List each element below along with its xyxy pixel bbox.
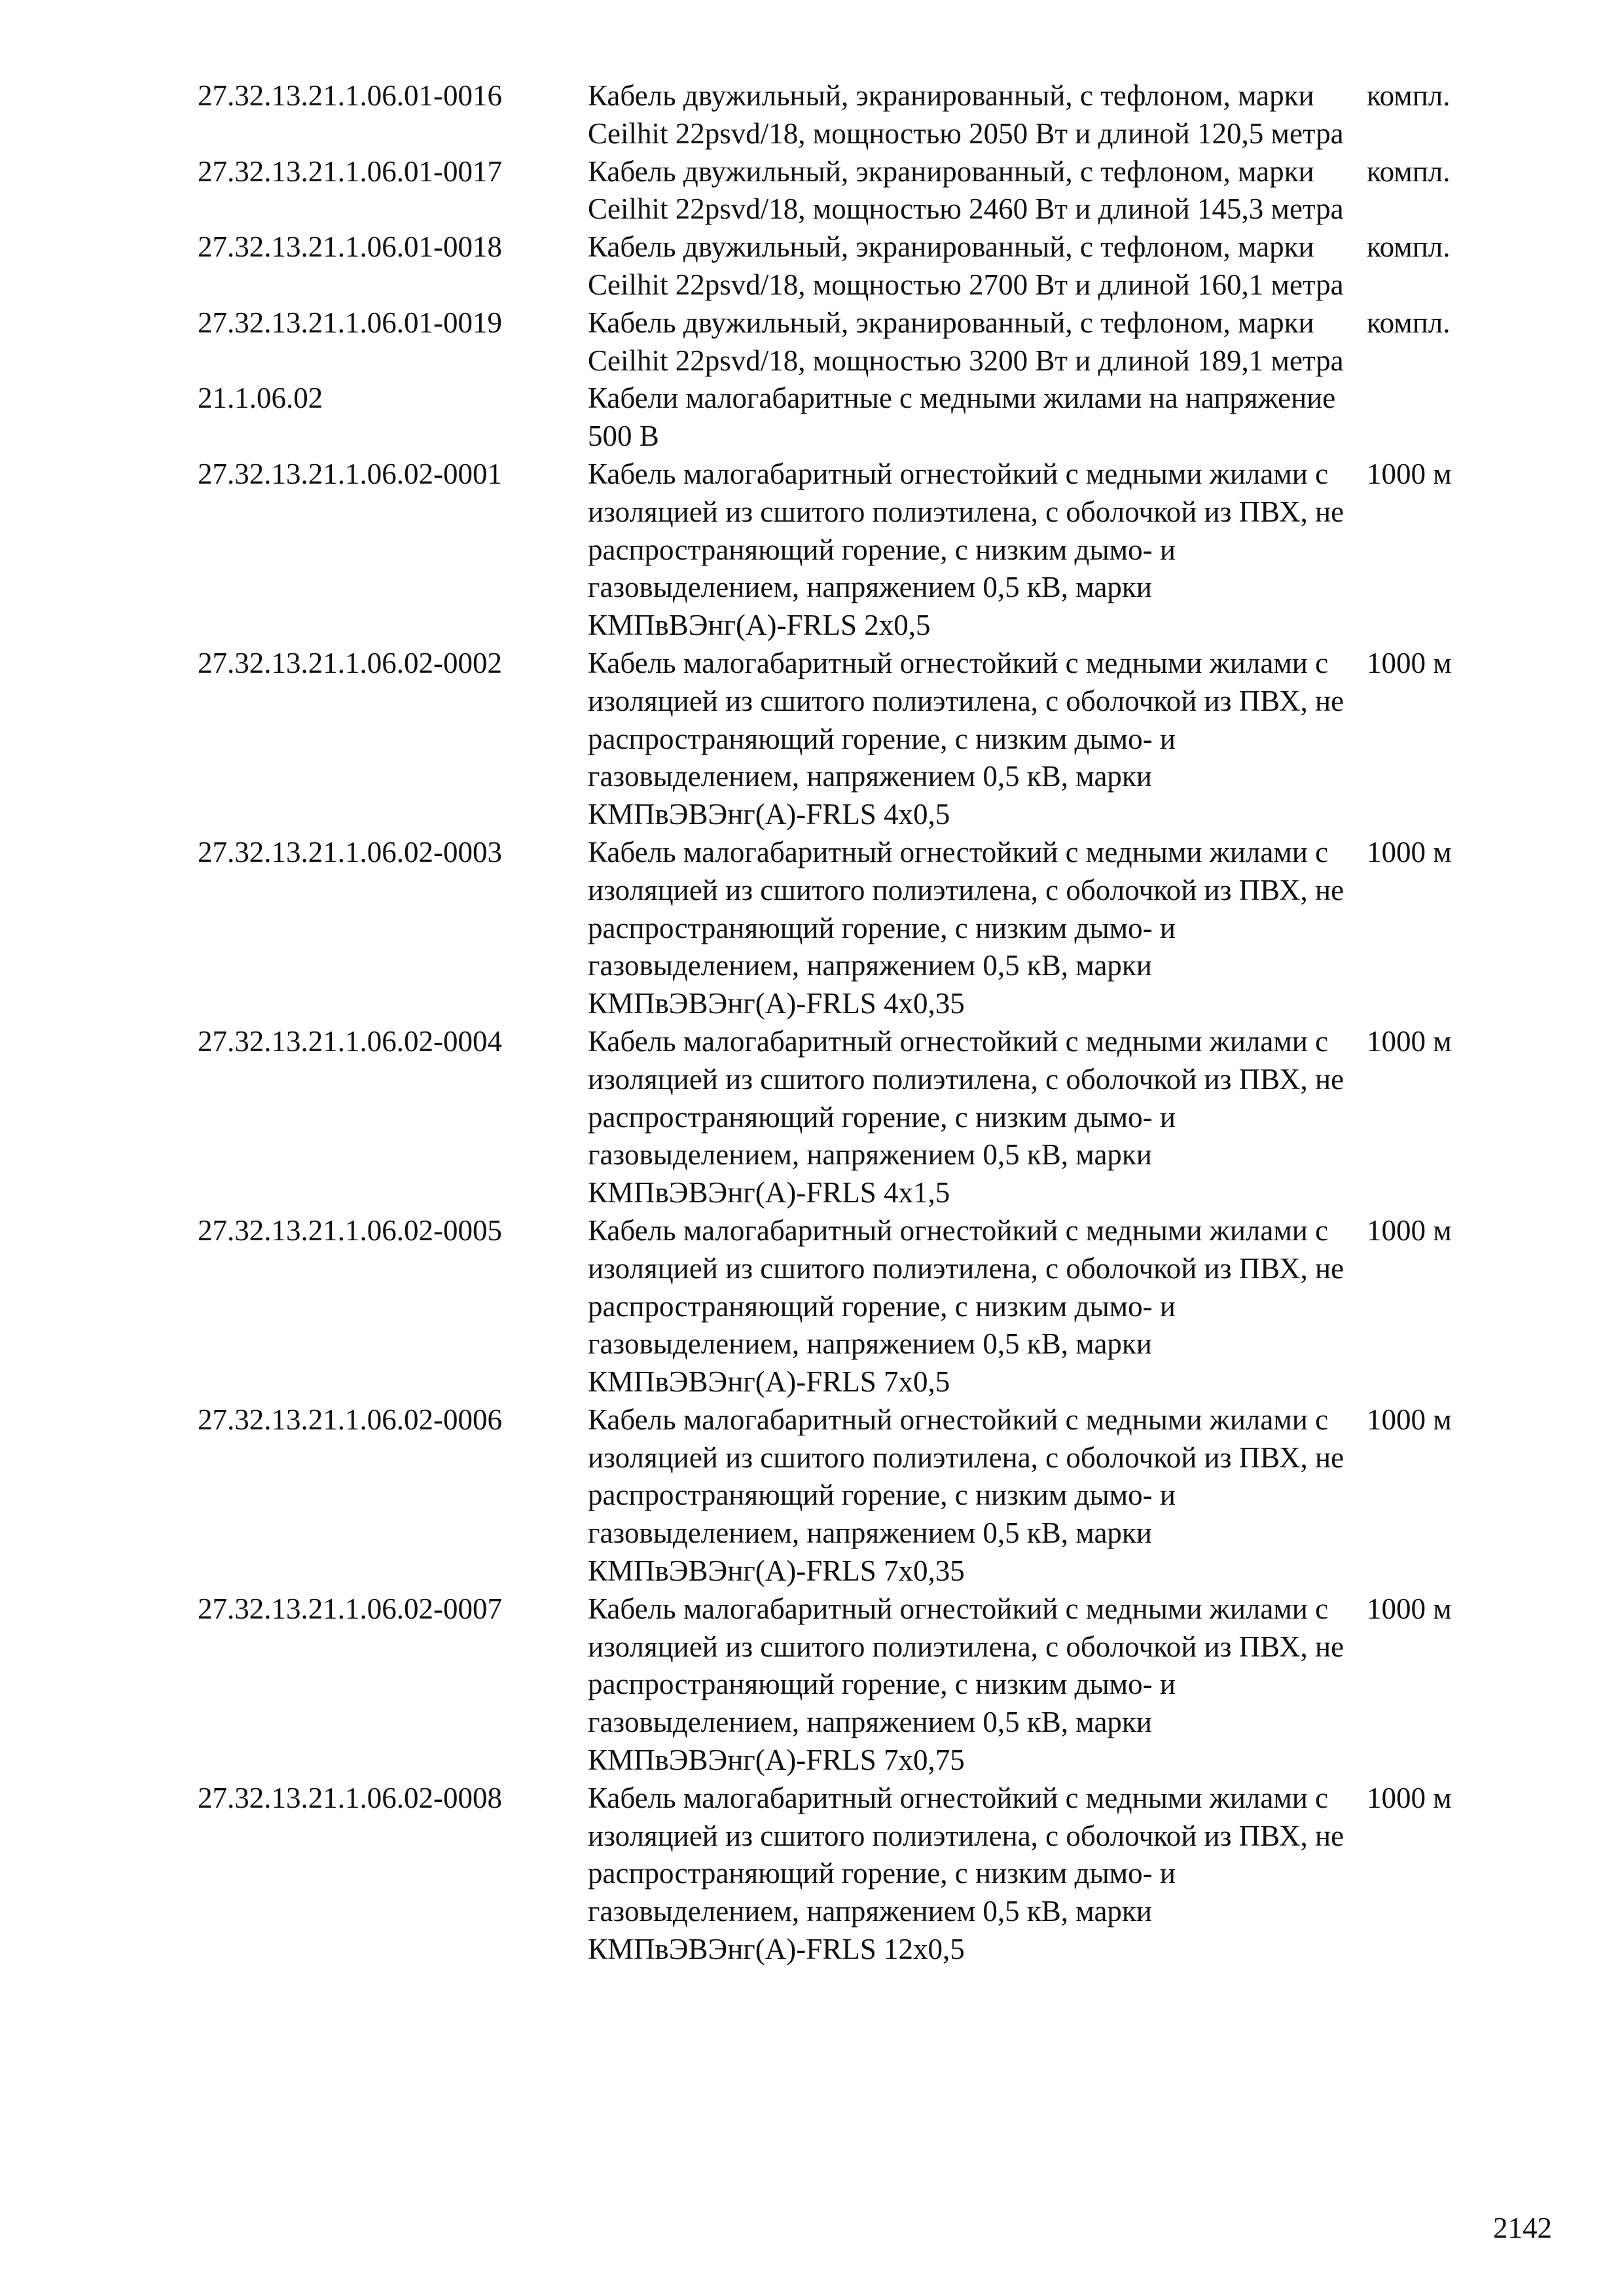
item-unit: 1000 м	[1367, 646, 1452, 679]
item-code: 27.32.13.21.1.06.02-0003	[198, 835, 502, 869]
item-unit: 1000 м	[1367, 1592, 1452, 1625]
item-code: 27.32.13.21.1.06.02-0001	[198, 457, 502, 490]
section-title: Кабели малогабаритные с медными жилами на напряжение 500 В	[588, 382, 1336, 453]
item-description: Кабель двужильный, экранированный, с тефлоном, марки Ceilhit 22psvd/18, мощностью 2700 Вт и длиной 160,1 метра	[588, 230, 1344, 301]
item-unit: 1000 м	[1367, 835, 1452, 869]
item-unit: 1000 м	[1367, 1403, 1452, 1436]
item-code: 27.32.13.21.1.06.01-0017	[198, 154, 502, 188]
table-row	[198, 456, 1494, 645]
item-description: Кабель малогабаритный огнестойкий с медными жилами с изоляцией из сшитого полиэтилена, с оболочкой из ПВХ, не распространяющий горение, с низким дымо- и газовыделением, напряжением 0,5 кВ, марки КМПвЭВЭнг(А)-FRLS 4х1,5	[588, 1024, 1344, 1210]
item-description: Кабель малогабаритный огнестойкий с медными жилами с изоляцией из сшитого полиэтилена, с оболочкой из ПВХ, не распространяющий горение, с низким дымо- и газовыделением, напряжением 0,5 кВ, марки КМПвЭВЭнг(А)-FRLS 7х0,35	[588, 1403, 1344, 1588]
item-code: 27.32.13.21.1.06.02-0006	[198, 1403, 502, 1436]
page-number: 2142	[1493, 2212, 1552, 2244]
table-row	[198, 1401, 1494, 1590]
item-description: Кабель малогабаритный огнестойкий с медными жилами с изоляцией из сшитого полиэтилена, с оболочкой из ПВХ, не распространяющий горение, с низким дымо- и газовыделением, напряжением 0,5 кВ, марки КМПвВЭнг(А)-FRLS 2х0,5	[588, 457, 1344, 642]
table-row	[198, 1023, 1494, 1212]
item-code: 27.32.13.21.1.06.02-0005	[198, 1213, 502, 1247]
item-unit: 1000 м	[1367, 1781, 1452, 1814]
item-description: Кабель двужильный, экранированный, с тефлоном, марки Ceilhit 22psvd/18, мощностью 2050 Вт и длиной 120,5 метра	[588, 79, 1344, 150]
item-unit: компл.	[1367, 154, 1451, 188]
table-row	[198, 645, 1494, 834]
item-unit: 1000 м	[1367, 1024, 1452, 1058]
item-code: 27.32.13.21.1.06.02-0004	[198, 1024, 502, 1058]
item-unit: компл.	[1367, 230, 1451, 264]
item-unit	[1367, 380, 1494, 456]
item-code: 27.32.13.21.1.06.01-0019	[198, 306, 502, 339]
item-description: Кабель малогабаритный огнестойкий с медными жилами с изоляцией из сшитого полиэтилена, с оболочкой из ПВХ, не распространяющий горение, с низким дымо- и газовыделением, напряжением 0,5 кВ, марки КМПвЭВЭнг(А)-FRLS 4х0,5	[588, 646, 1344, 831]
table-row	[198, 304, 1494, 380]
table-row	[198, 228, 1494, 304]
table-row	[198, 77, 1494, 153]
item-description: Кабель малогабаритный огнестойкий с медными жилами с изоляцией из сшитого полиэтилена, с оболочкой из ПВХ, не распространяющий горение, с низким дымо- и газовыделением, напряжением 0,5 кВ, марки КМПвЭВЭнг(А)-FRLS 7х0,75	[588, 1592, 1344, 1777]
item-description: Кабель двужильный, экранированный, с тефлоном, марки Ceilhit 22psvd/18, мощностью 3200 Вт и длиной 189,1 метра	[588, 306, 1344, 377]
section-code: 21.1.06.02	[198, 382, 323, 415]
item-description: Кабель малогабаритный огнестойкий с медными жилами с изоляцией из сшитого полиэтилена, с оболочкой из ПВХ, не распространяющий горение, с низким дымо- и газовыделением, напряжением 0,5 кВ, марки КМПвЭВЭнг(А)-FRLS 12х0,5	[588, 1781, 1344, 1966]
section-header-row	[198, 380, 1494, 456]
item-unit: компл.	[1367, 306, 1451, 339]
table-row	[198, 1780, 1494, 1969]
price-list-table	[198, 77, 1494, 1969]
table-row	[198, 834, 1494, 1023]
item-description: Кабель малогабаритный огнестойкий с медными жилами с изоляцией из сшитого полиэтилена, с оболочкой из ПВХ, не распространяющий горение, с низким дымо- и газовыделением, напряжением 0,5 кВ, марки КМПвЭВЭнг(А)-FRLS 4х0,35	[588, 835, 1344, 1020]
item-description: Кабель малогабаритный огнестойкий с медными жилами с изоляцией из сшитого полиэтилена, с оболочкой из ПВХ, не распространяющий горение, с низким дымо- и газовыделением, напряжением 0,5 кВ, марки КМПвЭВЭнг(А)-FRLS 7х0,5	[588, 1213, 1344, 1399]
item-code: 27.32.13.21.1.06.02-0008	[198, 1781, 502, 1814]
item-code: 27.32.13.21.1.06.02-0002	[198, 646, 502, 679]
item-unit: 1000 м	[1367, 457, 1452, 490]
item-code: 27.32.13.21.1.06.01-0016	[198, 79, 502, 112]
table-row	[198, 1212, 1494, 1401]
item-unit: компл.	[1367, 79, 1451, 112]
item-code: 27.32.13.21.1.06.01-0018	[198, 230, 502, 264]
item-description: Кабель двужильный, экранированный, с тефлоном, марки Ceilhit 22psvd/18, мощностью 2460 Вт и длиной 145,3 метра	[588, 154, 1344, 226]
table-row	[198, 153, 1494, 229]
item-unit: 1000 м	[1367, 1213, 1452, 1247]
item-code: 27.32.13.21.1.06.02-0007	[198, 1592, 502, 1625]
table-row	[198, 1590, 1494, 1780]
